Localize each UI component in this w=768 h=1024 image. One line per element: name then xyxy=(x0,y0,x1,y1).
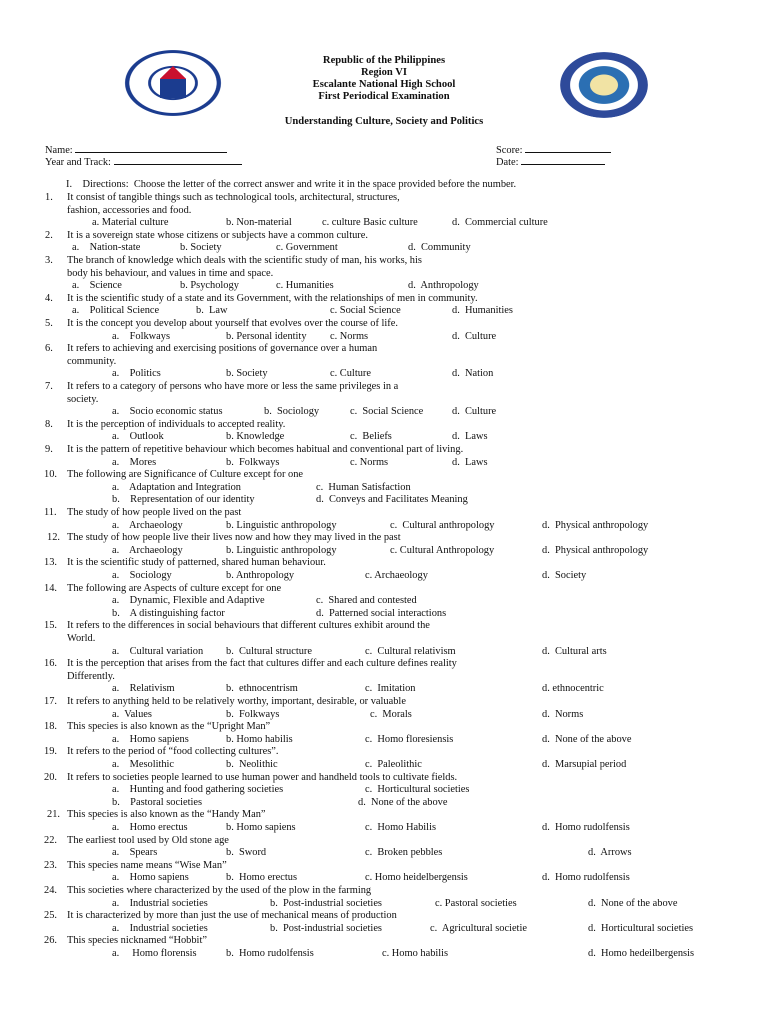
choice-option: c. Norms xyxy=(350,456,389,468)
question-stem: The study of how people live their lives now and how they may lived in the past xyxy=(67,532,401,544)
choice-option: d. Society xyxy=(542,570,587,581)
question-number: 23. xyxy=(44,859,57,871)
choice-option: c. Homo heidelbergensis xyxy=(365,872,468,884)
question-stem: It is the pattern of repetitive behaviour which becomes habitual and conventional part of living. xyxy=(67,444,464,455)
choice-option: a. Outlook xyxy=(112,431,164,443)
choice-option: b. Cultural structure xyxy=(226,645,312,657)
question-number: 14. xyxy=(44,582,57,594)
choice-option: c. Norms xyxy=(330,330,369,342)
question-stem: It is the scientific study of patterned, shared human behaviour. xyxy=(67,557,326,569)
question-stem: It refers to the period of “food collecting cultures”. xyxy=(67,746,279,758)
header-republic: Republic of the Philippines xyxy=(322,55,446,66)
question-stem: It refers to societies people learned to use human power and handheld tools to cultivate fields. xyxy=(67,771,458,783)
choice-option: b. Sword xyxy=(226,847,267,859)
choice-option: a. Homo erectus xyxy=(112,822,188,833)
choice-option: a. Cultural variation xyxy=(112,645,204,657)
question-number: 25. xyxy=(44,910,57,922)
choice-option: b. Personal identity xyxy=(226,330,307,342)
question-number: 9. xyxy=(45,444,53,455)
question-number: 4. xyxy=(45,292,53,304)
question-number: 19. xyxy=(44,746,57,758)
choice-option: c. Government xyxy=(276,242,338,254)
question-stem: It is a sovereign state whose citizens or subjects have a common culture. xyxy=(67,229,368,241)
choice-option: a. Homo sapiens xyxy=(112,872,189,884)
choice-option: b. Pastoral societies xyxy=(112,796,203,808)
choice-option: c. Homo habilis xyxy=(382,948,449,959)
choice-option: b. Homo sapiens xyxy=(226,822,296,833)
choice-option: c. Social Science xyxy=(330,305,401,317)
choice-option: d. Norms xyxy=(542,708,584,720)
question-stem: The branch of knowledge which deals with the scientific study of man, his works, his xyxy=(67,255,422,266)
question-number: 2. xyxy=(45,229,53,241)
choice-option: b. Homo rudolfensis xyxy=(226,948,314,959)
question-stem: It is the perception of individuals to accepted reality. xyxy=(67,418,286,430)
choice-option: a. Political Science xyxy=(72,305,160,317)
choice-option: a. Socio economic status xyxy=(112,406,223,418)
header-school: Escalante National High School xyxy=(312,79,456,90)
choice-option: b. Psychology xyxy=(180,280,239,292)
choice-option: c. Morals xyxy=(370,708,412,720)
choice-option: d. Conveys and Facilitates Meaning xyxy=(316,494,468,506)
question-stem: This species is also known as the “Upright Man” xyxy=(67,721,271,733)
choice-option: a. Industrial societies xyxy=(112,897,208,909)
choice-option: a. Homo florensis xyxy=(112,948,197,959)
choice-option: d. Commercial culture xyxy=(452,217,548,229)
question-stem: body his behaviour, and values in time and space. xyxy=(67,267,274,279)
choice-option: b. Folkways xyxy=(226,456,280,468)
choice-option: d. Nation xyxy=(452,368,494,380)
question-number: 13. xyxy=(44,557,57,569)
choice-option: a. Industrial societies xyxy=(112,922,208,934)
question-stem: It refers to anything held to be relatively worthy, important, desirable, or valuable xyxy=(67,696,406,707)
choice-option: d. Humanities xyxy=(452,305,513,317)
choice-option: b. A distinguishing factor xyxy=(112,607,225,619)
choice-option: b. Anthropology xyxy=(226,570,295,581)
choice-option: c. Humanities xyxy=(276,280,334,292)
choice-option: d. Patterned social interactions xyxy=(316,607,447,619)
choice-option: a. Science xyxy=(72,280,122,292)
choice-option: c. Homo floresiensis xyxy=(365,733,454,745)
choice-option: c. Shared and contested xyxy=(316,595,417,607)
choice-option: d. None of the above xyxy=(358,796,448,808)
choice-option: d. Horticultural societies xyxy=(588,922,694,934)
choice-option: c. Cultural relativism xyxy=(365,645,456,657)
header-region: Region VI xyxy=(360,67,407,78)
page-title: Understanding Culture, Society and Politics xyxy=(284,116,484,127)
choice-option: b. Neolithic xyxy=(226,759,278,770)
choice-option: b. Post-industrial societies xyxy=(270,922,382,934)
directions: I. Directions: Choose the letter of the correct answer and write it in the space provided before the number. xyxy=(66,179,517,190)
choice-option: c. culture Basic culture xyxy=(322,217,418,229)
choice-option: d. None of the above xyxy=(588,897,678,909)
choice-option: a. Mores xyxy=(112,456,157,468)
choice-option: b. Sociology xyxy=(264,406,320,418)
score-label: Score: xyxy=(496,145,523,156)
question-number: 21. xyxy=(47,809,60,821)
choice-option: c. Beliefs xyxy=(350,431,392,443)
choice-option: a. Relativism xyxy=(112,683,175,695)
question-stem: This societies where characterized by the used of the plow in the farming xyxy=(67,885,372,896)
question-number: 11. xyxy=(44,507,57,518)
choice-option: a. Mesolithic xyxy=(112,759,175,770)
question-stem: It is the scientific study of a state and its Government, with the relationships of men in community. xyxy=(67,292,478,304)
choice-option: a. Homo sapiens xyxy=(112,733,189,745)
choice-option: c. Imitation xyxy=(365,683,416,695)
question-number: 15. xyxy=(44,620,57,632)
choice-option: b. Folkways xyxy=(226,708,280,720)
choice-option: a. Archaeology xyxy=(112,519,183,531)
choice-option: a. Folkways xyxy=(112,330,171,342)
choice-option: d. Marsupial period xyxy=(542,759,627,770)
choice-option: b. Non-material xyxy=(226,217,292,229)
question-stem: The following are Aspects of culture except for one xyxy=(67,582,282,594)
question-number: 6. xyxy=(45,343,53,355)
choice-option: b. Homo erectus xyxy=(226,872,297,884)
choice-option: d. Laws xyxy=(452,456,488,468)
question-number: 3. xyxy=(45,255,53,266)
choice-option: a. Adaptation and Integration xyxy=(112,481,241,493)
question-stem: It consist of tangible things such as technological tools, architectural, structures, xyxy=(67,192,400,203)
question-number: 12. xyxy=(47,532,60,544)
choice-option: a. Archaeology xyxy=(112,544,183,556)
question-stem: fashion, accessories and food. xyxy=(67,204,192,216)
question-number: 26. xyxy=(44,935,57,947)
choice-option: a. Dynamic, Flexible and Adaptive xyxy=(112,595,265,607)
choice-option: d. Culture xyxy=(452,330,497,342)
question-stem: This species is also known as the “Handy Man” xyxy=(67,809,266,821)
question-stem: Differently. xyxy=(67,670,115,682)
question-number: 8. xyxy=(45,418,53,430)
choice-option: d. Laws xyxy=(452,431,488,443)
choice-option: d. ethnocentric xyxy=(542,683,604,695)
choice-option: d. Cultural arts xyxy=(542,645,607,657)
choice-option: b. Homo habilis xyxy=(226,733,293,745)
choice-option: c. Homo Habilis xyxy=(365,822,436,833)
question-number: 16. xyxy=(44,658,57,670)
choice-option: d. Homo hedeilbergensis xyxy=(588,948,695,959)
question-number: 5. xyxy=(45,318,53,329)
choice-option: d. Homo rudolfensis xyxy=(542,822,630,833)
choice-option: c. Culture xyxy=(330,368,371,380)
question-stem: World. xyxy=(67,633,96,644)
choice-option: d. Arrows xyxy=(588,847,632,859)
question-stem: community. xyxy=(67,355,117,367)
choice-option: d. Physical anthropology xyxy=(542,544,649,556)
question-stem: It is the concept you develop about yourself that evolves over the course of life. xyxy=(67,318,398,329)
question-number: 24. xyxy=(44,885,57,896)
question-stem: society. xyxy=(67,393,99,405)
choice-option: c. Cultural anthropology xyxy=(390,519,495,531)
question-number: 18. xyxy=(44,721,57,733)
question-stem: It is the perception that arises from the fact that cultures differ and each culture defines reality xyxy=(67,658,457,670)
question-stem: The following are Significance of Culture except for one xyxy=(67,469,304,481)
choice-option: d. Culture xyxy=(452,406,497,418)
name-label: Name: xyxy=(45,145,73,156)
choice-option: a. Values xyxy=(112,708,152,720)
choice-option: d. Community xyxy=(408,242,471,254)
choice-option: c. Horticultural societies xyxy=(365,784,470,796)
choice-option: a. Spears xyxy=(112,847,158,859)
question-number: 20. xyxy=(44,771,57,783)
choice-option: a. Sociology xyxy=(112,570,172,581)
choice-option: d. None of the above xyxy=(542,733,632,745)
question-number: 17. xyxy=(44,696,57,707)
choice-option: b. Representation of our identity xyxy=(112,494,255,506)
question-stem: This species name means “Wise Man” xyxy=(67,859,227,871)
choice-option: c. Agricultural societie xyxy=(430,922,527,934)
choice-option: a. Hunting and food gathering societies xyxy=(112,784,284,796)
choice-option: b. Linguistic anthropology xyxy=(226,519,337,531)
question-stem: The earliest tool used by Old stone age xyxy=(67,834,229,846)
choice-option: c. Pastoral societies xyxy=(435,897,517,909)
question-stem: It is characterized by more than just the use of mechanical means of production xyxy=(67,910,397,922)
question-stem: It refers to a category of persons who have more or less the same privileges in a xyxy=(67,381,399,392)
choice-option: b. Society xyxy=(226,368,268,380)
question-stem: It refers to achieving and exercising positions of governance over a human xyxy=(67,343,378,355)
year-track-label: Year and Track: xyxy=(45,157,111,168)
date-label: Date: xyxy=(496,157,519,168)
choice-option: c. Broken pebbles xyxy=(365,847,443,859)
date-field[interactable] xyxy=(496,155,605,170)
header-exam: First Periodical Examination xyxy=(318,91,450,102)
choice-option: b. Linguistic anthropology xyxy=(226,544,337,556)
choice-option: a. Nation-state xyxy=(72,242,141,254)
choice-option: b. Knowledge xyxy=(226,431,285,443)
choice-option: b. Society xyxy=(180,242,222,254)
question-stem: It refers to the differences in social behaviours that different cultures exhibit around the xyxy=(67,620,430,632)
choice-option: b. ethnocentrism xyxy=(226,683,298,695)
choice-option: a. Material culture xyxy=(92,217,169,229)
choice-option: c. Archaeology xyxy=(365,570,428,581)
choice-option: c. Paleolithic xyxy=(365,759,422,770)
question-number: 1. xyxy=(45,192,53,203)
choice-option: b. Law xyxy=(196,305,228,317)
year-track-field[interactable] xyxy=(45,155,242,170)
question-stem: This species nicknamed “Hobbit” xyxy=(67,935,207,947)
question-number: 10. xyxy=(44,469,57,481)
choice-option: d. Anthropology xyxy=(408,280,479,292)
choice-option: c. Cultural Anthropology xyxy=(390,544,495,556)
choice-option: d. Physical anthropology xyxy=(542,519,649,531)
choice-option: c. Human Satisfaction xyxy=(316,481,411,493)
question-number: 22. xyxy=(44,834,57,846)
question-stem: The study of how people lived on the past xyxy=(67,507,242,518)
choice-option: d. Homo rudolfensis xyxy=(542,872,630,884)
question-number: 7. xyxy=(45,381,53,392)
choice-option: b. Post-industrial societies xyxy=(270,897,382,909)
choice-option: c. Social Science xyxy=(350,406,424,418)
choice-option: a. Politics xyxy=(112,368,161,380)
